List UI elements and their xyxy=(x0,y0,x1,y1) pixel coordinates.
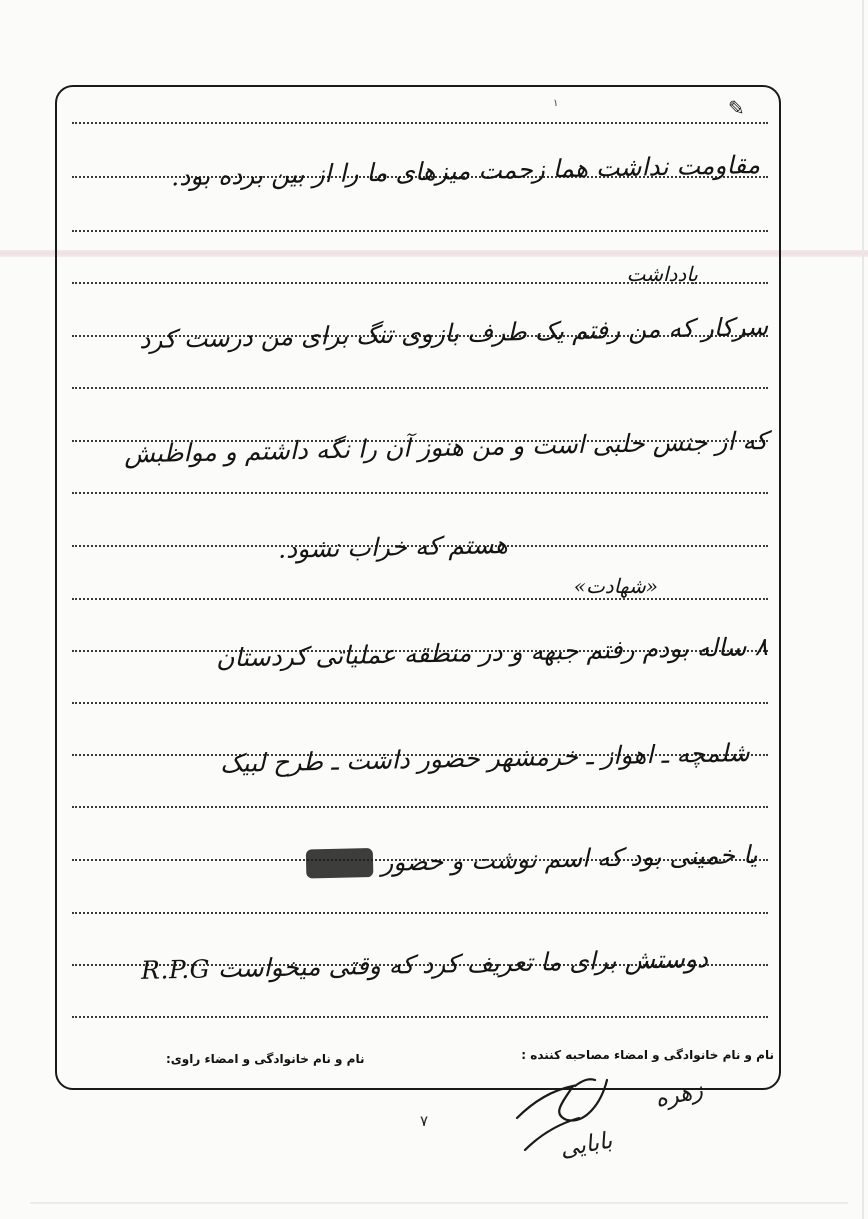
handwritten-line-7: ۸ ساله بودم رفتم جبهه و در منطقه عملیاتی کردستان xyxy=(215,632,769,673)
handwritten-heading-testimony: «شهادت» xyxy=(573,574,658,598)
scribble-mark: هه هه xyxy=(306,848,374,878)
handwritten-line-9-text: یا خمینی بود که اسم نوشت و حضور xyxy=(381,840,759,877)
interviewer-signature-label: نام و نام خانوادگی و امضاء مصاحبه کننده : xyxy=(521,1048,774,1062)
handwritten-line-1: مقاومت نداشت هما زحمت میزهای ما را از بین برده بود. xyxy=(170,150,761,192)
page-number: ۷ xyxy=(420,1112,429,1130)
handwritten-line-8: شلمچه ـ اهواز ـ خرمشهر حضور داشت ـ طرح لبیک xyxy=(220,738,751,779)
scan-edge xyxy=(862,0,864,1219)
ruled-line xyxy=(72,387,768,389)
ruled-line xyxy=(72,492,768,494)
handwritten-line-3: سرکار که من رفتم یک طرف بازوی تنگ برای من درست کرد xyxy=(138,312,769,355)
ruled-line xyxy=(72,230,768,232)
ruled-line xyxy=(72,598,768,600)
ruled-line xyxy=(72,912,768,914)
handwritten-line-2: یادداشت xyxy=(626,262,698,286)
signature-last-name: بابایی xyxy=(558,1127,615,1163)
narrator-signature-label: نام و نام خانوادگی و امضاء راوی: xyxy=(166,1052,365,1066)
ruled-line xyxy=(72,1016,768,1018)
ruled-line xyxy=(72,702,768,704)
form-frame xyxy=(55,85,781,1090)
handwritten-line-5: هستم که خراب نشود. xyxy=(277,530,509,564)
page-bottom-edge xyxy=(30,1202,848,1204)
pen-icon: ✎ xyxy=(728,96,745,120)
handwritten-line-4: که از جنس حلبی است و من هنوز آن را نگه داشتم و مواظبش xyxy=(124,426,769,469)
frame-mark: ۱ xyxy=(553,98,559,109)
ruled-line xyxy=(72,806,768,808)
handwritten-line-10: دوستش برای ما تعریف کرد که وقتی میخواست R.P.G xyxy=(140,944,709,985)
ruled-line xyxy=(72,122,768,124)
signature-first-name: زهره xyxy=(652,1077,706,1113)
